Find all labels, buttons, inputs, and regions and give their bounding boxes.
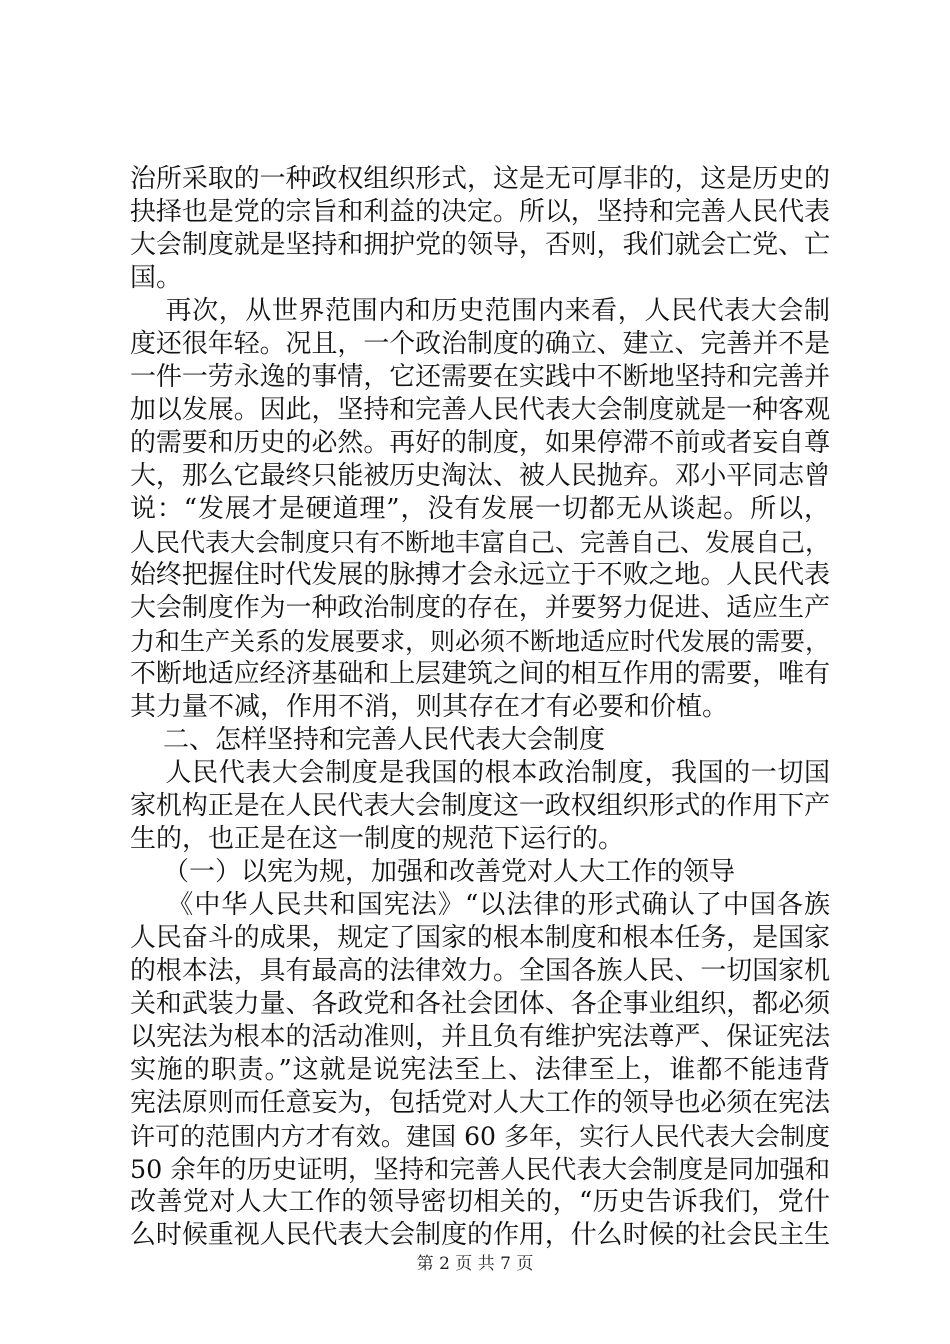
text-line: （一）以宪为规，加强和改善党对人大工作的领导 <box>130 857 736 887</box>
text-line: 一件一劳永逸的事情，它还需要在实践中不断地坚持和完善并 <box>130 362 830 392</box>
text-line: 生的，也正是在这一制度的规范下运行的。 <box>130 824 625 854</box>
text-line: 人民代表大会制度是我国的根本政治制度，我国的一切国 <box>130 758 830 788</box>
text-line: 人民奋斗的成果，规定了国家的根本制度和根本任务，是国家 <box>130 923 830 953</box>
text-line: 大，那么它最终只能被历史淘汰、被人民抛弃。邓小平同志曾 <box>130 461 830 491</box>
text-line: 大会制度就是坚持和拥护党的领导，否则，我们就会亡党、亡 <box>130 230 830 260</box>
text-line: 家机构正是在人民代表大会制度这一政权组织形式的作用下产 <box>130 791 830 821</box>
text-line: 改善党对人大工作的领导密切相关的，“历史告诉我们，党什 <box>130 1187 830 1217</box>
text-line: 的根本法，具有最高的法律效力。全国各族人民、一切国家机 <box>130 956 830 986</box>
text-line: 二、怎样坚持和完善人民代表大会制度 <box>130 725 606 755</box>
text-line: 说：“发展才是硬道理”，没有发展一切都无从谈起。所以， <box>130 494 830 524</box>
text-line: 《中华人民共和国宪法》“以法律的形式确认了中国各族 <box>130 890 830 920</box>
text-line: 始终把握住时代发展的脉搏才会永远立于不败之地。人民代表 <box>130 560 830 590</box>
text-line: 人民代表大会制度只有不断地丰富自己、完善自己、发展自己， <box>130 528 831 557</box>
text-line: 其力量不减，作用不消，则其存在才有必要和价植。 <box>130 692 729 722</box>
text-line: 不断地适应经济基础和上层建筑之间的相互作用的需要，唯有 <box>130 659 830 689</box>
page-footer: 第 2 页 共 7 页 <box>416 1254 534 1274</box>
text-line: 加以发展。因此，坚持和完善人民代表大会制度就是一种客观 <box>130 395 830 425</box>
text-line: 50 余年的历史证明，坚持和完善人民代表大会制度是同加强和 <box>130 1154 831 1184</box>
text-line: 再次，从世界范围内和历史范围内来看，人民代表大会制 <box>130 296 830 326</box>
text-line: 关和武装力量、各政党和各社会团体、各企事业组织，都必须 <box>130 989 830 1019</box>
text-line: 的需要和历史的必然。再好的制度，如果停滞不前或者妄自尊 <box>130 428 830 458</box>
document-body <box>130 163 830 1252</box>
text-line: 许可的范围内方才有效。建国 60 多年，实行人民代表大会制度 <box>130 1122 830 1151</box>
text-line: 抉择也是党的宗旨和利益的决定。所以，坚持和完善人民代表 <box>130 197 830 227</box>
text-line: 力和生产关系的发展要求，则必须不断地适应时代发展的需要， <box>130 627 831 656</box>
text-line: 度还很年轻。况且，一个政治制度的确立、建立、完善并不是 <box>130 329 830 359</box>
text-line: 实施的职责。”这就是说宪法至上、法律至上，谁都不能违背 <box>130 1055 830 1085</box>
text-line: 国。 <box>130 263 183 293</box>
text-line: 治所采取的一种政权组织形式，这是无可厚非的，这是历史的 <box>130 164 830 194</box>
text-line: 么时候重视人民代表大会制度的作用，什么时候的社会民主生 <box>130 1220 830 1250</box>
text-line: 大会制度作为一种政治制度的存在，并要努力促进、适应生产 <box>130 593 830 623</box>
text-line: 宪法原则而任意妄为，包括党对人大工作的领导也必须在宪法 <box>130 1088 830 1118</box>
text-line: 以宪法为根本的活动准则，并且负有维护宪法尊严、保证宪法 <box>130 1022 830 1052</box>
